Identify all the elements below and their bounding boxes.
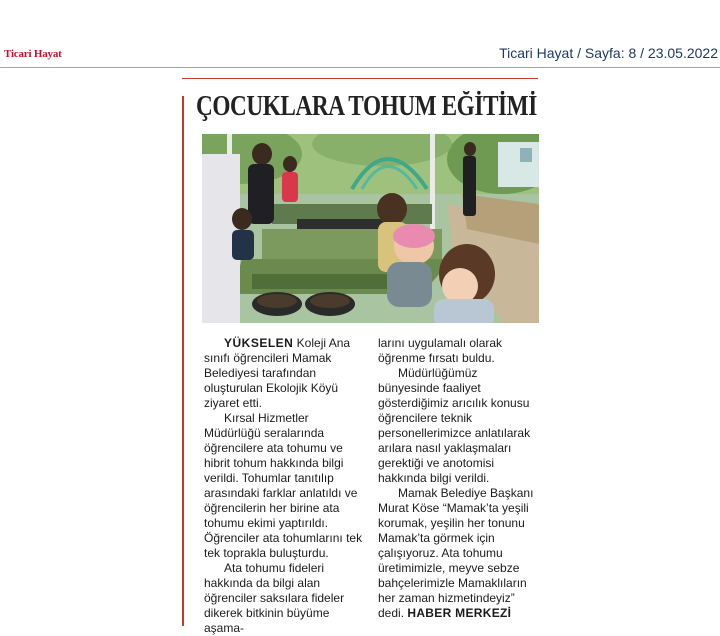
clipping-left-border	[182, 96, 184, 626]
article-photo	[202, 134, 539, 323]
article-paragraph: Ata tohumu fideleri hakkında da bilgi alan öğrenciler saksılara fideler dikerek bitkinin büyüme aşama-	[204, 561, 345, 635]
page-info: Ticari Hayat / Sayfa: 8 / 23.05.2022	[499, 45, 718, 61]
header-divider	[0, 67, 720, 68]
clipping-top-border	[182, 78, 538, 79]
article-column-left	[204, 336, 364, 636]
publication-logo: Ticari Hayat	[4, 48, 62, 60]
article-byline: HABER MERKEZİ	[407, 606, 512, 620]
greenhouse-photo	[202, 134, 539, 323]
article-paragraph: Kırsal Hizmetler Müdürlüğü seralarında öğrencilere ata tohumu ve hibrit tohum hakkında bilgi verildi. Tohumlar tanıtılıp arasındaki farklar anlatıldı ve öğrencilerin her birine ata tohumu ekimi yaptırıldı. Öğrenciler ata tohumlarını tek tek toprakla buluşturdu.	[204, 411, 363, 560]
article-column-right	[378, 336, 540, 621]
article-paragraph	[378, 486, 540, 621]
article-paragraph: Müdürlüğümüz bünyesinde faaliyet gösterdiğimiz arıcılık konusu öğrencilere teknik personellerimizce anlatılarak arılara nasıl yaklaşmaları gerektiği ve anotomisi hakkında bilgi verildi.	[378, 366, 531, 485]
paragraph-text: Mamak Belediye Başkanı Murat Köse “Mamak’ta yeşili korumak, yeşilin her tonunu Mamak’ta görmek için çalışıyoruz. Ata tohumu üretimimizle, meyve sebze bahçelerimizle Mamaklıların her zaman hizmetindeyiz” dedi.	[378, 486, 534, 620]
news-clipping	[182, 78, 542, 635]
article-paragraph	[204, 336, 364, 411]
lead-word: YÜKSELEN	[224, 336, 294, 350]
article-paragraph: larını uygulamalı olarak öğrenme fırsatı buldu.	[378, 336, 503, 365]
article-headline: ÇOCUKLARA TOHUM EĞİTİMİ	[196, 91, 537, 122]
paragraph-text: Koleji Ana sınıfı öğrencileri Mamak Belediyesi tarafından oluşturulan Ekolojik Köyü ziyaret etti.	[204, 336, 351, 410]
